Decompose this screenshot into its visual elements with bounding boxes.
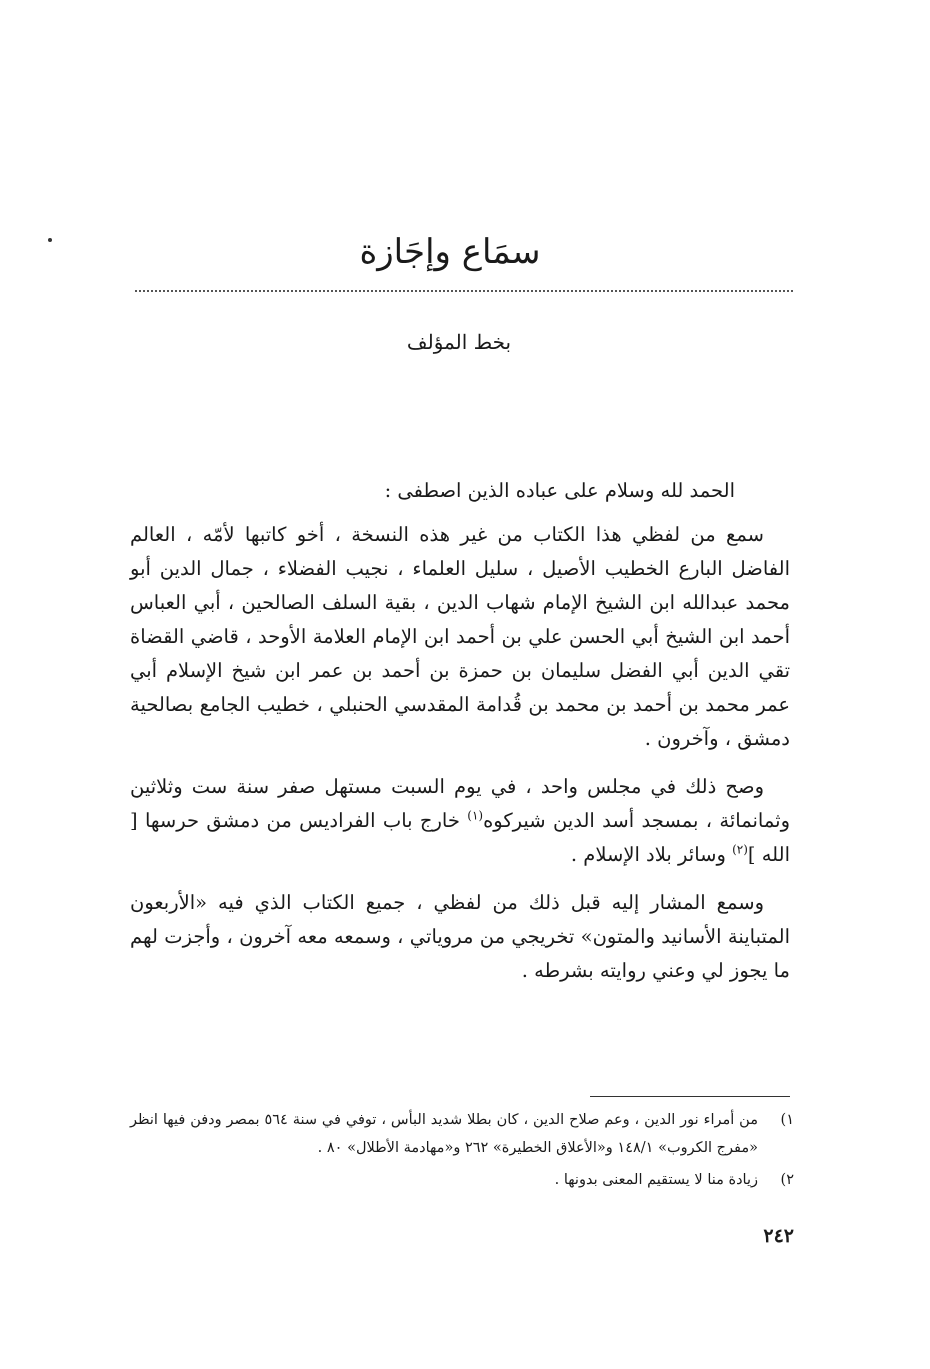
opening-line: الحمد لله وسلام على عباده الذين اصطفى :: [384, 479, 735, 502]
footnote-ref-2: (٢): [732, 842, 748, 857]
page-number: ٢٤٢: [763, 1225, 794, 1247]
page-title: سمَاع وإجَازة: [359, 232, 541, 272]
footnote-1: [130, 1106, 794, 1162]
footnote-1-text: من أمراء نور الدين ، وعم صلاح الدين ، كان بطلا شديد البأس ، توفي في سنة ٥٦٤ بمصر ودفن فيها انظر «مفرج الكروب» ١٤٨/١ و«الأعلاق الخطيرة» ٢٦٢ و«مهادمة الأطلال» ٨٠ .: [130, 1112, 758, 1156]
footnote-ref-1: (١): [467, 808, 484, 823]
footnote-1-number: ١): [780, 1112, 794, 1128]
footnote-2-number: ٢): [780, 1172, 794, 1188]
paragraph-2-part-b: خارج باب الفراديس من دمشق حرسها [ الله ]: [130, 809, 790, 866]
paragraph-3: وسمع المشار إليه قبل ذلك من لفظي ، جميع الكتاب الذي فيه «الأربعون المتباينة الأسانيد والمتون» تخريجي من مروياتي ، وسمعه معه آخرون ، وأجزت لهم ما يجوز لي وعني روايته بشرطه .: [130, 891, 790, 982]
footnote-separator: [590, 1096, 790, 1097]
paragraph-2: [130, 770, 790, 872]
paragraph-2-part-a: وصح ذلك في مجلس واحد ، في يوم السبت مستهل صفر سنة ست وثلاثين وثمانمائة ، بمسجد أسد الدين شيركوه: [130, 775, 790, 832]
footnote-2-text: زيادة منا لا يستقيم المعنى بدونها .: [554, 1172, 758, 1188]
dotted-divider: [135, 290, 793, 292]
paragraph-1: سمع من لفظي هذا الكتاب من غير هذه النسخة ، أخو كاتبها لأمّه ، العالم الفاضل البارع الخطيب الأصيل ، سليل العلماء ، نجيب الفضلاء ، جمال الدين أبو محمد عبدالله ابن الشيخ الإمام شهاب الدين ، بقية السلف الصالحين ، أبي العباس أحمد ابن الشيخ أبي الحسن علي بن أحمد ابن الإمام العلامة الأوحد ، قاضي القضاة تقي الدين أبي الفضل سليمان بن حمزة بن أحمد بن عمر ابن شيخ الإسلام أبي عمر محمد بن أحمد بن محمد بن قُدامة المقدسي الحنبلي ، خطيب الجامع بصالحية دمشق ، وآخرون .: [130, 523, 790, 750]
page-subtitle: بخط المؤلف: [406, 330, 512, 354]
footnotes: [130, 1106, 794, 1198]
main-text: [130, 474, 790, 1002]
footnote-2: [130, 1166, 794, 1194]
paragraph-2-part-c: وسائر بلاد الإسلام .: [570, 843, 733, 866]
